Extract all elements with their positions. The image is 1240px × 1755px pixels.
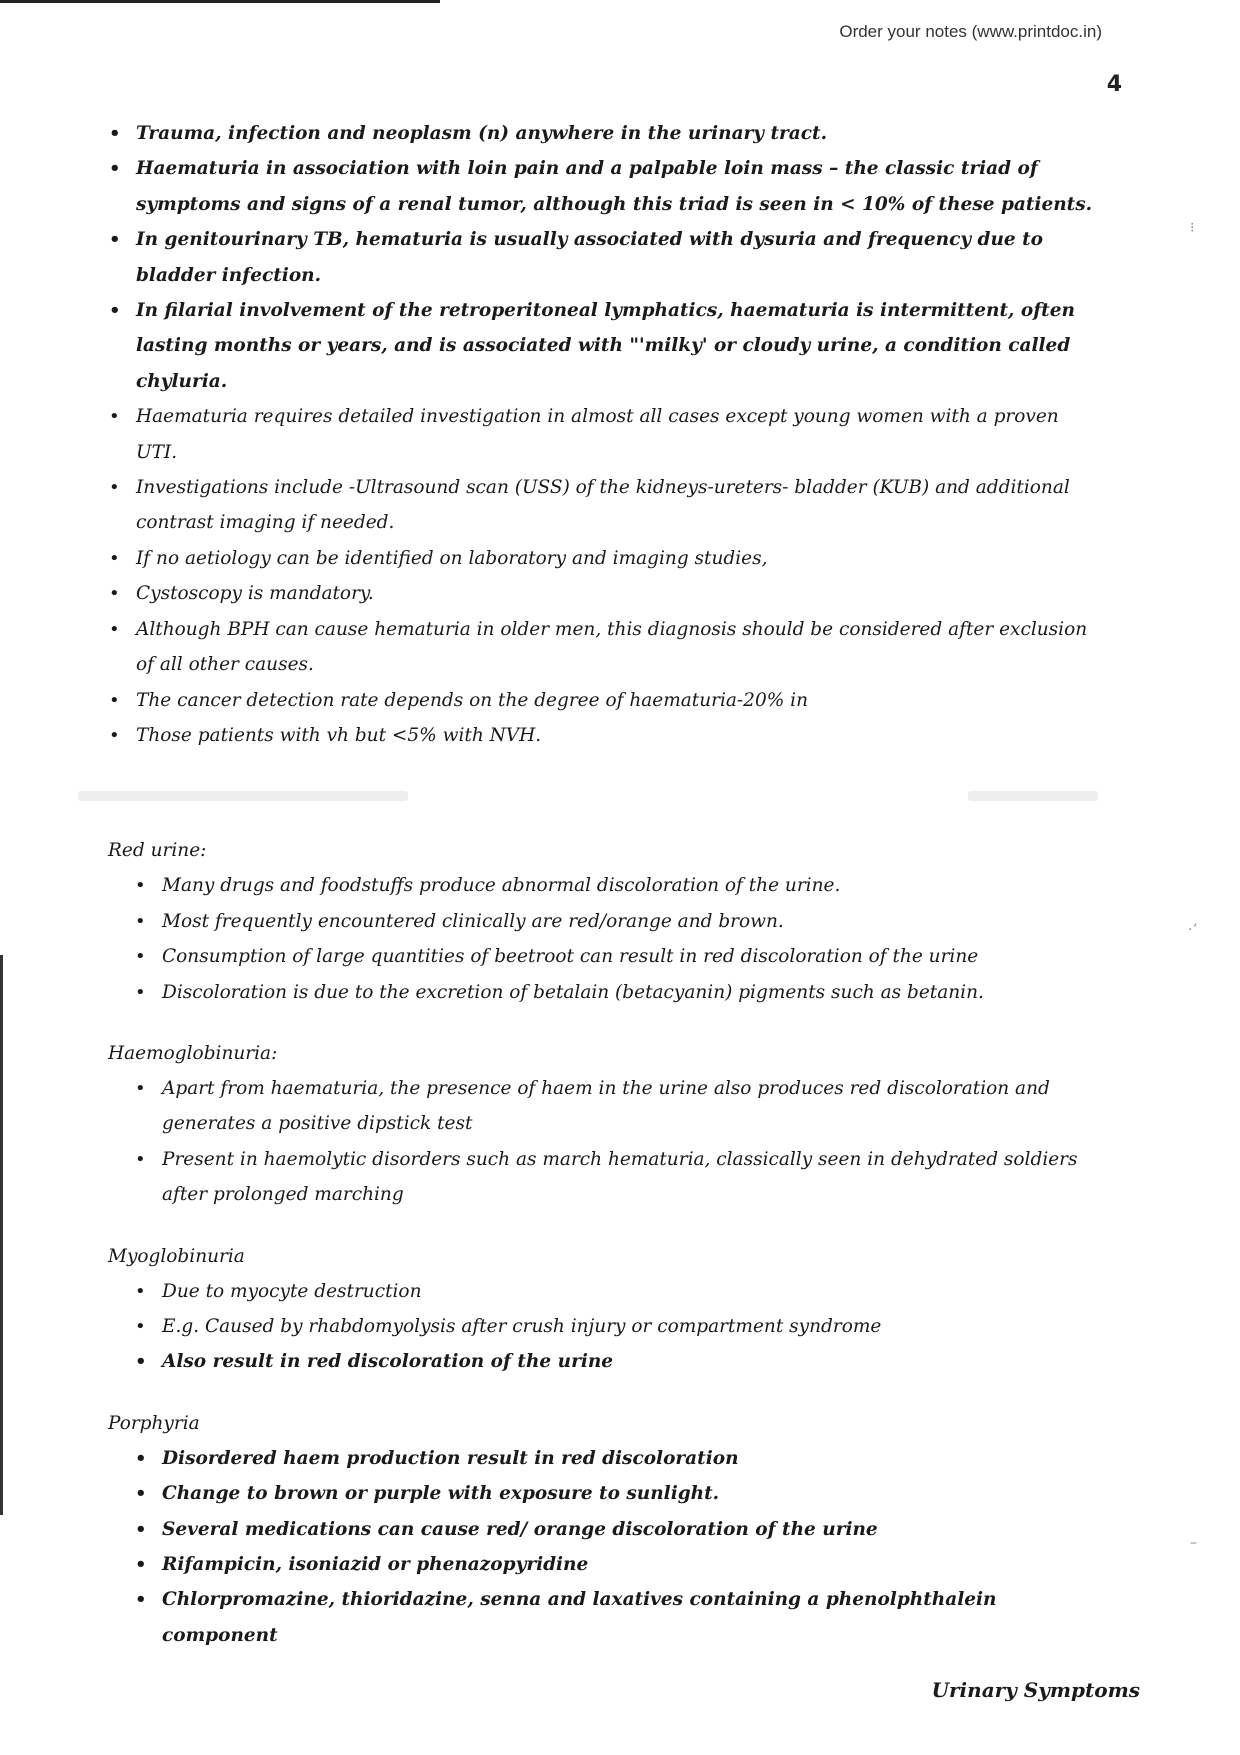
section-heading: Myoglobinuria (108, 1245, 245, 1267)
footer-title: Urinary Symptoms (931, 1678, 1140, 1702)
list-item: • In genitourinary TB, hematuria is usually associated with dysuria and frequency due to bladder infection. (108, 222, 1103, 293)
list-item: • If no aetiology can be identified on laboratory and imaging studies, (108, 541, 1103, 576)
list-item: • Change to brown or purple with exposure to sunlight. (134, 1476, 1103, 1511)
list-item: • Apart from haematuria, the presence of haem in the urine also produces red discoloration and generates a positive dipstick test (134, 1071, 1103, 1142)
section-heading: Porphyria (108, 1412, 200, 1434)
list-item: • E.g. Caused by rhabdomyolysis after crush injury or compartment syndrome (134, 1309, 1103, 1344)
list-item: • Discoloration is due to the excretion of betalain (betacyanin) pigments such as betanin. (134, 975, 1103, 1010)
list-item: • Haematuria in association with loin pain and a palpable loin mass – the classic triad of symptoms and signs of a renal tumor, although this triad is seen in < 10% of these patients. (108, 151, 1103, 222)
list-item: • Consumption of large quantities of beetroot can result in red discoloration of the urine (134, 939, 1103, 974)
faded-heading-remnant (108, 773, 1103, 829)
bullet-list (134, 868, 1103, 1010)
list-item: • Due to myocyte destruction (134, 1274, 1103, 1309)
header-note: Order your notes (www.printdoc.in) (839, 22, 1102, 41)
list-item: • Cystoscopy is mandatory. (108, 576, 1103, 611)
list-item: • Trauma, infection and neoplasm (n) anywhere in the urinary tract. (108, 116, 1103, 151)
list-item: • The cancer detection rate depends on the degree of haematuria-20% in (108, 683, 1103, 718)
list-item: • Many drugs and foodstuffs produce abnormal discoloration of the urine. (134, 868, 1103, 903)
list-item: • Investigations include -Ultrasound scan (USS) of the kidneys-ureters- bladder (KUB) and additional contrast imaging if needed. (108, 470, 1103, 541)
list-item: • Several medications can cause red/ orange discoloration of the urine (134, 1512, 1103, 1547)
list-item: • Haematuria requires detailed investigation in almost all cases except young women with a proven UTI. (108, 399, 1103, 470)
section-myoglobinuria (108, 1239, 1103, 1380)
list-item: • In filarial involvement of the retroperitoneal lymphatics, haematuria is intermittent, often lasting months or years, and is associated with "'milky' or cloudy urine, a condition called chyluria. (108, 293, 1103, 399)
scan-left-edge (0, 955, 3, 1515)
scan-top-rule (0, 0, 440, 3)
bullet-list (134, 1071, 1103, 1213)
scan-speck: – (1190, 1535, 1197, 1551)
bullet-list (134, 1274, 1103, 1380)
page-number: 4 (1106, 72, 1122, 97)
section-red-urine (108, 833, 1103, 1010)
list-item: • Most frequently encountered clinically are red/orange and brown. (134, 904, 1103, 939)
list-item: • Disordered haem production result in red discoloration (134, 1441, 1103, 1476)
scan-speck: ·ʼ (1188, 922, 1197, 938)
section-heading: Red urine: (108, 840, 207, 862)
list-item: • Those patients with vh but <5% with NVH. (108, 718, 1103, 753)
list-item: • Although BPH can cause hematuria in older men, this diagnosis should be considered after exclusion of all other causes. (108, 612, 1103, 683)
page-content (108, 116, 1103, 1653)
section-haemoglobinuria (108, 1036, 1103, 1213)
bullet-list (134, 1441, 1103, 1653)
scan-speck: ⁝ (1190, 220, 1195, 236)
list-item: • Also result in red discoloration of the urine (134, 1344, 1103, 1379)
intro-bullet-list (108, 116, 1103, 753)
section-porphyria (108, 1406, 1103, 1653)
list-item: • Present in haemolytic disorders such as march hematuria, classically seen in dehydrated soldiers after prolonged marching (134, 1142, 1103, 1213)
section-heading: Haemoglobinuria: (108, 1042, 278, 1064)
list-item: • Rifampicin, isoniazid or phenazopyridine (134, 1547, 1103, 1582)
list-item: • Chlorpromazine, thioridazine, senna and laxatives containing a phenolphthalein component (134, 1582, 1103, 1653)
